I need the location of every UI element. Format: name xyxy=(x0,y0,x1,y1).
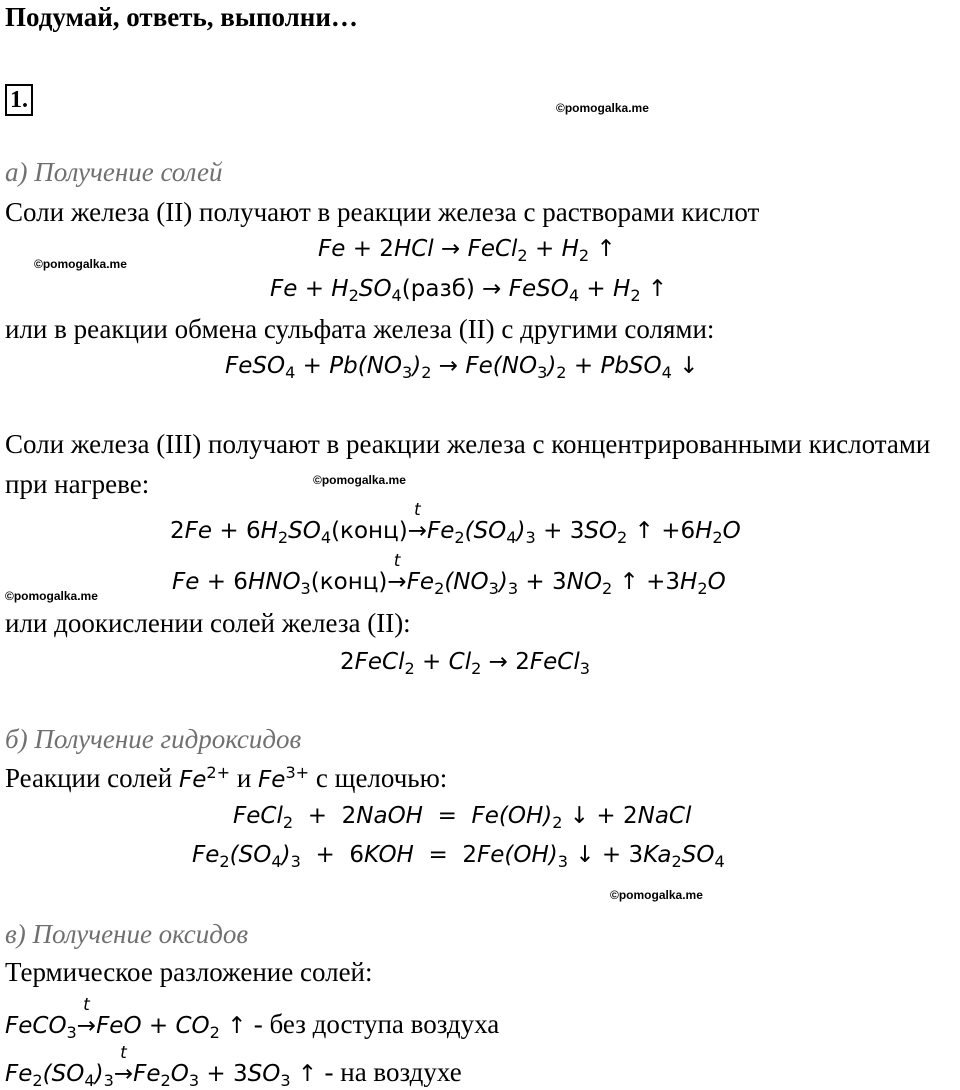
section-b-intro xyxy=(5,763,447,794)
heat-symbol: t xyxy=(120,1043,127,1063)
watermark: ©pomogalka.me xyxy=(556,101,649,115)
equation-fe-h2so4-conc: $2Fe + 6H_2SO_4(конц)$ t $\to Fe_2(SO_4)_3 + 3SO_2$ ↑ $+6H_2O$ xyxy=(170,500,741,547)
task-number: 1. xyxy=(5,84,33,116)
equation-fecl2-naoh: FeCl$_2$ + 2NaOH = $Fe(OH)_2$ ↓ + 2NaCl xyxy=(233,803,692,832)
conc-label: (конц) xyxy=(331,518,408,544)
equation-fe-h2so4-dilute: $Fe + H_2SO_4(разб)$ → FeSO$_4$ + $H_2$ ↑ xyxy=(270,276,668,305)
note-no-air: - без доступа воздуха xyxy=(253,1009,500,1039)
section-c-line1: Термическое разложение солей: xyxy=(5,957,373,987)
watermark: ©pomogalka.me xyxy=(610,888,703,902)
intro-prefix: Реакции солей xyxy=(5,763,173,793)
ion-fe2: $Fe^{2+}$ xyxy=(178,763,231,793)
page-title: Подумай, ответь, выполни… xyxy=(5,2,358,32)
section-a-line3: Соли железа (III) получают в реакции железа с концентрированными кислотами xyxy=(5,429,931,459)
section-a-line2: или в реакции обмена сульфата железа (II) с другими солями: xyxy=(5,314,715,344)
section-a-line1: Соли железа (II) получают в реакции железа с растворами кислот xyxy=(5,197,760,227)
heat-symbol: t xyxy=(413,500,421,520)
section-a-line5: или доокислении солей железа (II): xyxy=(5,608,411,638)
dilute-label: (разб) xyxy=(401,276,475,302)
watermark: ©pomogalka.me xyxy=(34,257,127,271)
intro-and: и xyxy=(236,763,252,793)
section-b-title: б) Получение гидроксидов xyxy=(5,724,302,754)
conc-label: (конц) xyxy=(310,569,388,595)
watermark: ©pomogalka.me xyxy=(313,473,406,487)
equation-fecl2-cl2: 2FeCl$_2$ + $Cl_2$ → 2FeCl$_3$ xyxy=(340,649,590,678)
equation-fe2so43-koh: $Fe_2(SO_4)_3 + 6KOH = 2Fe(OH)_3$ ↓ + $3Ka_2SO_4$ xyxy=(192,842,725,871)
equation-exchange: FeSO$_4$ + $Pb(NO_3)_2 \to Fe(NO_3)_2$ + PbSO$_4$ ↓ xyxy=(225,353,699,382)
section-a-title: а) Получение солей xyxy=(5,157,223,187)
equation-fe-hcl: Fe + 2HCl → FeCl$_2$ + $H_2$ ↑ xyxy=(318,236,616,265)
ion-fe3: $Fe^{3+}$ xyxy=(258,763,310,793)
note-in-air: - на воздухе xyxy=(324,1057,462,1087)
equation-feco3: FeCO$_3$ t $\to FeO + CO_2$ ↑ - без доступа воздуха xyxy=(5,995,500,1042)
equation-fe-hno3-conc: $Fe + 6HNO_3(конц)$ t $\to Fe_2(NO_3)_3 + 3NO_2$ ↑ $+3H_2O$ xyxy=(172,551,726,598)
equation-fe2so43-decomp: $Fe_2(SO_4)_3$ t $\to Fe_2O_3 + 3SO_3$ ↑ - на воздухе xyxy=(5,1043,462,1090)
section-a-line4: при нагреве: xyxy=(5,469,150,499)
heat-symbol: t xyxy=(393,551,401,571)
section-c-title: в) Получение оксидов xyxy=(5,919,249,949)
heat-symbol: t xyxy=(83,995,90,1015)
intro-suffix: с щелочью: xyxy=(315,763,448,793)
watermark: ©pomogalka.me xyxy=(5,589,98,603)
